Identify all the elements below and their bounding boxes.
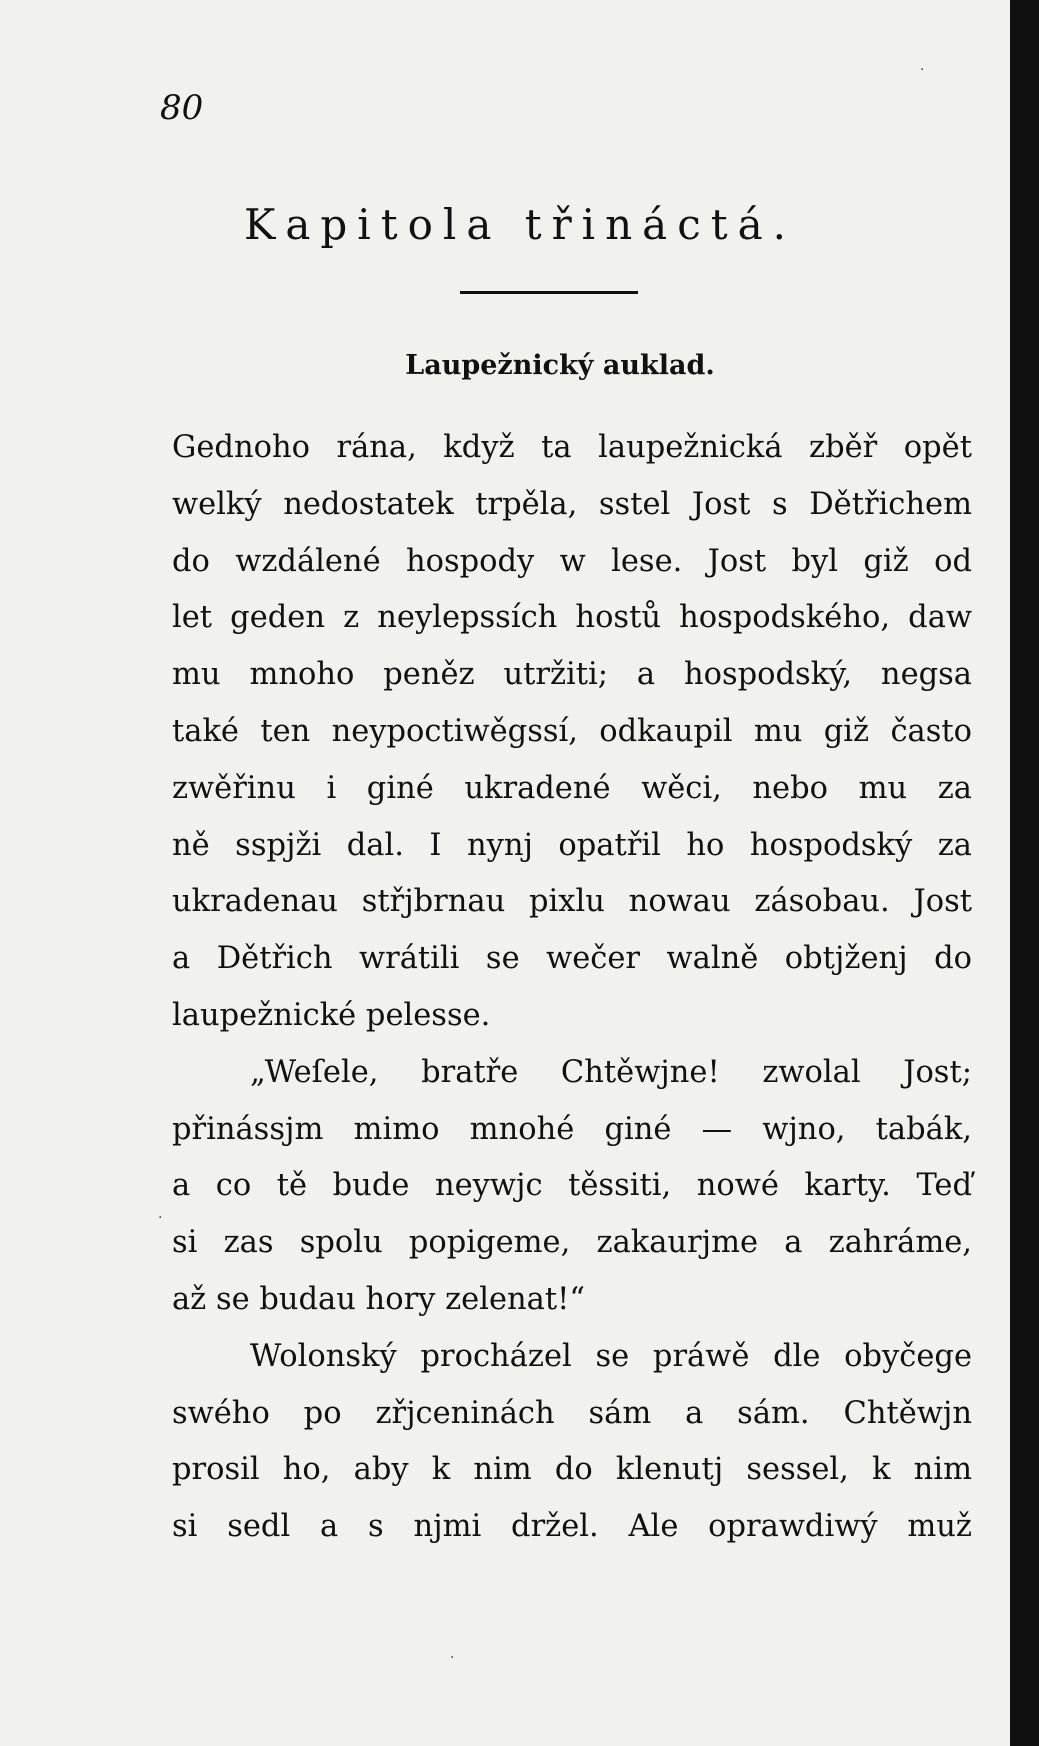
text-line: let geden z neylepssích hostů hospodského, daw [172, 600, 972, 636]
text-line: si sedl a s njmi držel. Ale oprawdiwý muž [172, 1509, 972, 1545]
text-line: Gednoho rána, když ta laupežnická zběř opět [172, 430, 972, 465]
text-line: Wolonský procházel se práwě dle obyčege [250, 1338, 972, 1374]
page-edge [1010, 0, 1039, 1746]
paper-speck: · [920, 62, 925, 78]
paper-speck: · [158, 1210, 163, 1226]
text-line: také ten neypoctiwěgssí, odkaupil mu giž často [172, 713, 972, 749]
paper-speck: · [450, 1650, 455, 1666]
text-line: prosil ho, aby k nim do klenutj sessel, k nim [172, 1452, 972, 1488]
text-line: do wzdálené hospody w lese. Jost byl giž od [172, 543, 972, 579]
title-divider [460, 291, 638, 294]
text-line: „Weſele, bratře Chtěwjne! zwolal Jost; [250, 1054, 972, 1090]
text-line: welký nedostatek trpěla, sstel Jost s Dětřichem [172, 486, 972, 522]
section-heading: Laupežnický auklad. [405, 350, 715, 381]
text-line: až se budau hory zelenat!“ [172, 1281, 585, 1317]
chapter-title: Kapitola třináctá. [244, 200, 796, 249]
page-number: 80 [160, 88, 204, 128]
text-line: přinássjm mimo mnohé giné — wjno, tabák, [172, 1111, 972, 1147]
text-line: ukradenau střjbrnau pixlu nowau zásobau. Jost [172, 884, 972, 920]
text-line: zwěřinu i giné ukradené wěci, nebo mu za [172, 770, 972, 806]
text-line: a Dětřich wrátili se wečer walně obtjženj do [172, 941, 972, 977]
text-line: laupežnické pelesse. [172, 997, 491, 1033]
body-text [172, 420, 972, 1556]
text-line: si zas spolu popigeme, zakaurjme a zahráme, [172, 1225, 972, 1261]
text-line: a co tě bude neywjc těssiti, nowé karty. Teď [172, 1168, 972, 1204]
text-line: mu mnoho peněz utržiti; a hospodský, negsa [172, 657, 972, 693]
text-line: swého po zřjceninách sám a sám. Chtěwjn [172, 1395, 972, 1431]
text-line: ně sspjži dal. I nynj opatřil ho hospodský za [172, 827, 972, 863]
